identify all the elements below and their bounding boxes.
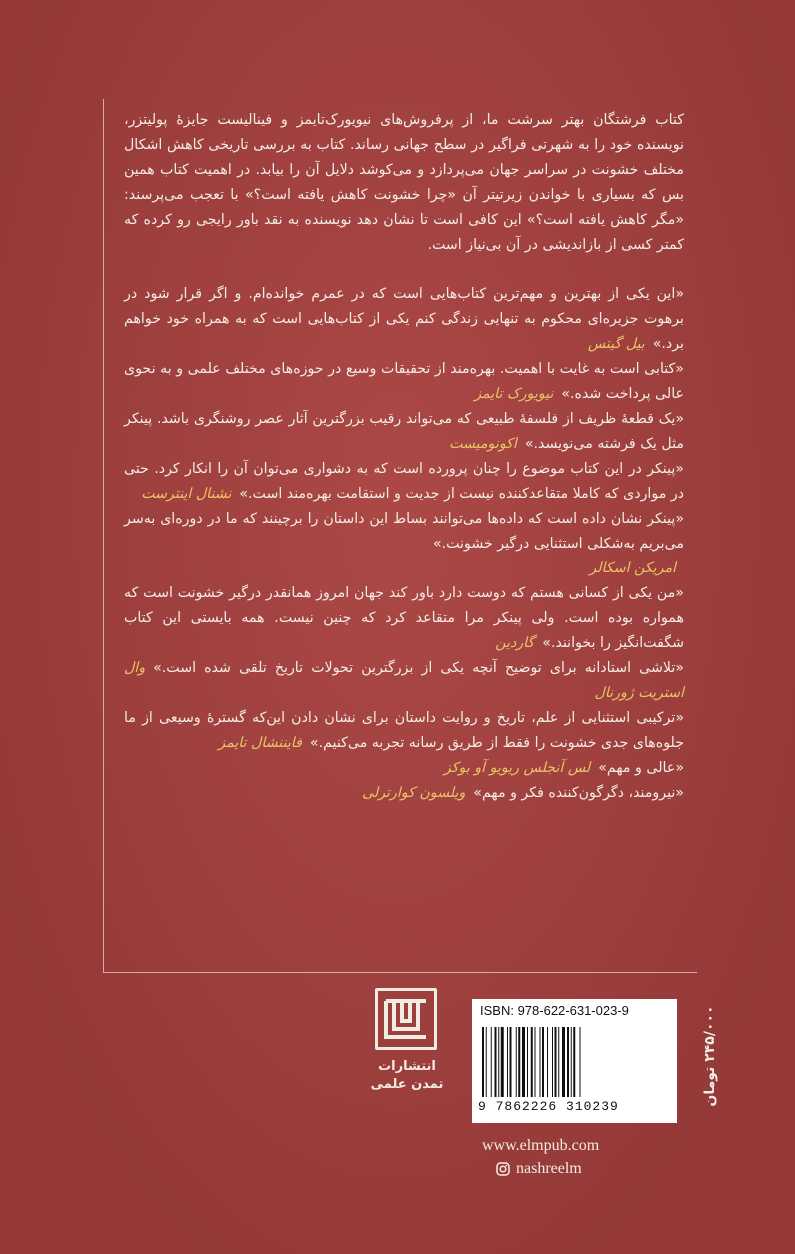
quote-text: «این یکی از بهترین و مهم‌ترین کتاب‌هایی است که در عمرم خوانده‌ام. و اگر قرار شود در برهوت جزیره‌ای محکوم به تنهایی زندگی کنم یکی از کتاب‌هایی است که به همراه خود خواهم برد.»	[124, 286, 684, 353]
quote-text: «نیرومند، دگرگون‌کننده فکر و مهم»	[473, 784, 684, 801]
quote-source: فایننشال تایمز	[218, 734, 302, 751]
barcode-number: 9 7862226 310239	[478, 1099, 619, 1114]
price-label	[698, 986, 722, 1126]
quote-source: نیویورک تایمز	[474, 386, 554, 403]
quote-text: «ترکیبی استثنایی از علم، تاریخ و روایت داستان برای نشان دادن این‌که گسترهٔ وسیعی از ما جلوه‌های جدی خشونت را فقط از طریق رسانه تجربه می‌کنیم.»	[124, 709, 684, 751]
quote-text: «یک قطعهٔ ظریف از فلسفهٔ طبیعی که می‌تواند رقیب بزرگترین آثار عصر روشنگری باشد. پینکر مثل یک فرشته می‌نویسد.»	[124, 410, 684, 452]
blurb-text	[124, 108, 684, 805]
quote-source: ویلسون کوارترلی	[362, 784, 466, 801]
barcode-bar	[542, 1027, 544, 1097]
quote-source: بیل گیتس	[587, 336, 645, 353]
isbn-text: ISBN: 978-622-631-023-9	[480, 1003, 629, 1018]
quote-text: «من یکی از کسانی هستم که دوست دارد باور کند جهان امروز همانقدر درگیر خشونت است که همواره بوده است. ولی پینکر مرا متقاعد کرد که چنین نیست. همه بایستی این کتاب شگفت‌انگیز را بخوانند.»	[124, 585, 684, 652]
barcode-bar	[531, 1027, 533, 1097]
publisher-logo-mark	[375, 988, 437, 1050]
publisher-name-line2: تمدن علمی	[370, 1077, 444, 1092]
barcode-bar	[522, 1027, 525, 1097]
barcode-bar	[555, 1027, 557, 1097]
quote-source: لس آنجلس ریویو آو بوکز	[443, 759, 591, 776]
publisher-logo-icon	[378, 991, 434, 1047]
barcode-icon	[482, 1027, 668, 1097]
barcode-bar	[580, 1027, 581, 1097]
quote-source: نشنال اینترست	[141, 485, 232, 502]
quote-source: گاردین	[495, 635, 535, 652]
quote-item	[124, 781, 684, 806]
barcode-bar	[573, 1027, 575, 1097]
quote-item	[124, 706, 684, 756]
barcode-bar	[552, 1027, 553, 1097]
barcode-bar	[507, 1027, 508, 1097]
quote-text: «تلاشی استادانه برای توضیح آنچه یکی از بزرگترین تحولات تاریخ تلقی شده است.»	[153, 660, 684, 677]
quote-text: «پینکر نشان داده است که داده‌ها می‌توانند بساط این داستان را برچینند که ما در دوره‌ای به‌سر می‌بریم به‌شکلی استثنایی درگیر خشونت.»	[124, 510, 684, 552]
quote-text: «پینکر در این کتاب موضوع را چنان پرورده است که به دشواری می‌توان آن را انکار کرد. حتی در مواردی که کاملا متقاعدکننده نیست از جدیت و استقامت بهره‌مند است.»	[124, 460, 684, 502]
quote-item	[124, 507, 684, 582]
barcode-label	[472, 999, 677, 1123]
barcode-bar	[495, 1027, 497, 1097]
instagram-icon	[496, 1162, 510, 1176]
quote-item	[124, 357, 684, 407]
quote-item	[124, 756, 684, 781]
barcode-bar	[482, 1027, 484, 1097]
website-link[interactable]: www.elmpub.com	[482, 1137, 600, 1154]
barcode-bar	[540, 1027, 541, 1097]
publisher-logo	[368, 988, 446, 1106]
quote-text: «کتابی است به غایت با اهمیت. بهره‌مند از تحقیقات وسیع در حوزه‌های مختلف علمی و به نحوی عالی پرداخت شده.»	[124, 361, 684, 403]
instagram-handle-text: nashreelm	[516, 1160, 582, 1177]
quote-item	[124, 581, 684, 656]
price-text: ۲۴۵/۰۰۰ تومان	[702, 1005, 718, 1107]
publisher-name-line1: انتشارات	[378, 1059, 436, 1074]
barcode-bar	[527, 1027, 528, 1097]
quote-item	[124, 407, 684, 457]
quote-source: اکونومیست	[449, 435, 517, 452]
barcode-bar	[498, 1027, 499, 1097]
barcode-bar	[535, 1027, 536, 1097]
barcode-bar	[562, 1027, 565, 1097]
barcode-bar	[486, 1027, 487, 1097]
quote-source: وال استریت ژورنال	[124, 660, 684, 701]
barcode-bar	[571, 1027, 572, 1097]
quote-item	[124, 282, 684, 357]
intro-paragraph: کتاب فرشتگان بهتر سرشت ما، از پرفروش‌های نیویورک‌تایمز و فینالیست جایزهٔ پولیتزر، نویسنده خود را به شهرتی فراگیر در سطح جهانی رساند. کتاب به بررسی تاریخی کاهش اشکال مختلف خشونت در سراسر جهان می‌پردازد و می‌کوشد دلایل آن را بیابد. در اهمیت کتاب همین بس که بسیاری با خواندن زیرتیتر آن «چرا خشونت کاهش یافته است؟» با تعجب می‌پرسند: «مگر کاهش یافته است؟» این کافی است تا نشان دهد نویسنده به نقد باور رایجی رو کرده که کمتر کسی از بازاندیشی در آن بی‌نیاز است.	[124, 112, 684, 253]
barcode-bar	[516, 1027, 517, 1097]
barcode-bar	[491, 1027, 492, 1097]
barcode-bar	[518, 1027, 520, 1097]
barcode-bar	[501, 1027, 504, 1097]
quote-item	[124, 656, 684, 706]
quote-text: «عالی و مهم»	[598, 759, 684, 776]
barcode-bar	[510, 1027, 512, 1097]
barcode-bar	[547, 1027, 548, 1097]
barcode-bar	[558, 1027, 559, 1097]
instagram-handle[interactable]	[496, 1160, 582, 1178]
quote-source: امریکن اسکالر	[589, 560, 676, 577]
publisher-name	[368, 1058, 446, 1094]
quote-item	[124, 457, 684, 507]
barcode-bar	[567, 1027, 569, 1097]
quotes-list	[124, 282, 684, 805]
